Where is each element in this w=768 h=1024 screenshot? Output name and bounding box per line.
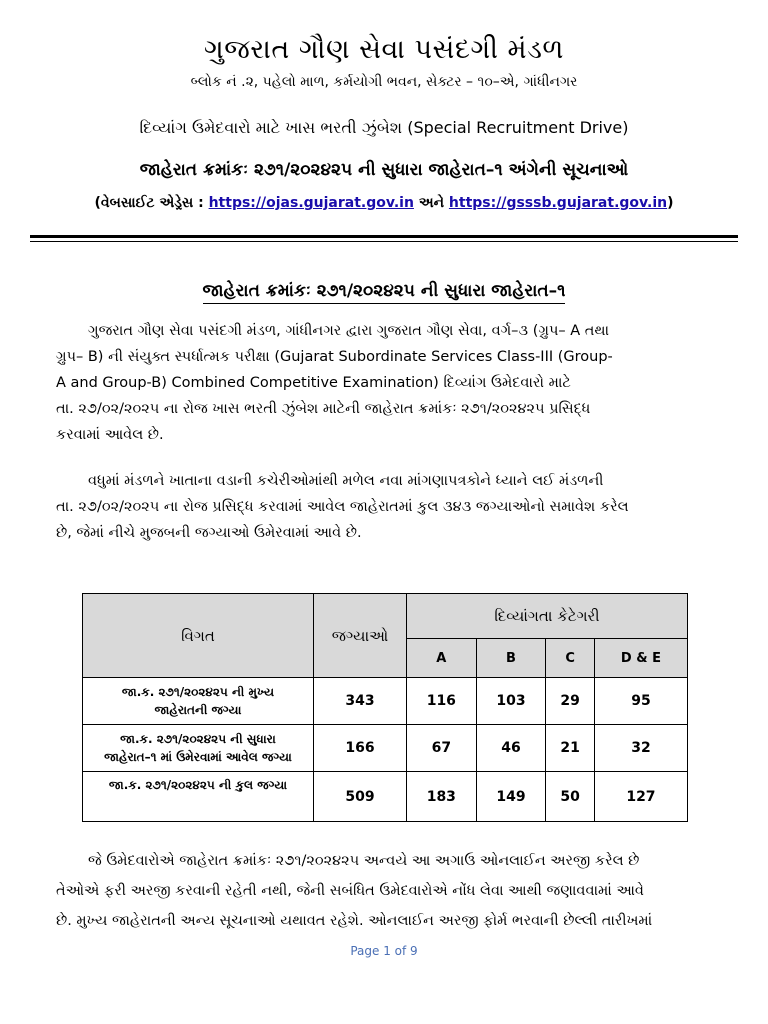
row-label-line: જા.ક. ૨૭૧/૨૦૨૪૨૫ ની મુખ્ય bbox=[121, 685, 275, 699]
paragraph-line: તા. ૨૭/૦૨/૨૦૨૫ ના રોજ ખાસ ભરતી ઝુંબેશ માટેની જાહેરાત ક્રમાંકઃ ૨૭૧/૨૦૨૪૨૫ પ્રસિદ્ધ bbox=[56, 401, 591, 417]
paragraph-line: વધુમાં મંડળને ખાતાના વડાની કચેરીઓમાંથી મળેલ નવા માંગણાપત્રકોને ધ્યાને લઈ મંડળની bbox=[88, 473, 604, 489]
paragraph-line: જે ઉમેદવારોએ જાહેરાત ક્રમાંકઃ ૨૭૧/૨૦૨૪૨૫ અન્વયે આ અગાઉ ઓનલાઈન અરજી કરેલ છે bbox=[88, 853, 640, 869]
header-divider-thick bbox=[30, 235, 738, 238]
header-cat-b: B bbox=[476, 639, 546, 678]
header-category: દિવ્યાંગતા કેટેગરી bbox=[407, 594, 688, 639]
cell-b: 46 bbox=[476, 725, 546, 772]
ojas-link[interactable]: https://ojas.gujarat.gov.in bbox=[208, 195, 414, 211]
cell-b: 149 bbox=[476, 772, 546, 822]
paragraph-line: તા. ૨૭/૦૨/૨૦૨૫ ના રોજ પ્રસિદ્ધ કરવામાં આવેલ જાહેરાતમાં કુલ ૩૪૩ જગ્યાઓનો સમાવેશ કરેલ bbox=[56, 499, 629, 515]
paragraph-line: ગુજરાત ગૌણ સેવા પસંદગી મંડળ, ગાંધીનગર દ્વારા ગુજરાત ગૌણ સેવા, વર્ગ–૩ (ગ્રુપ– A તથા bbox=[88, 323, 610, 339]
section-heading bbox=[0, 281, 768, 301]
cell-c: 29 bbox=[546, 678, 595, 725]
paragraph-applicants bbox=[56, 846, 701, 936]
paragraph-line: છે, જેમાં નીચે મુજબની જગ્યાઓ ઉમેરવામાં આવે છે. bbox=[56, 525, 362, 541]
office-address: બ્લોક નં .૨, પહેલો માળ, કર્મયોગી ભવન, સેક્ટર – ૧૦–એ, ગાંધીનગર bbox=[190, 74, 578, 90]
cell-b: 103 bbox=[476, 678, 546, 725]
cell-a: 67 bbox=[407, 725, 477, 772]
cell-posts: 343 bbox=[314, 678, 407, 725]
paragraph-line: A and Group-B) Combined Competitive Examination) દિવ્યાંગ ઉમેદવારો માટે bbox=[56, 375, 571, 391]
website-addresses bbox=[0, 195, 768, 211]
recruitment-drive-title: દિવ્યાંગ ઉમેદવારો માટે ખાસ ભરતી ઝુંબેશ (Special Recruitment Drive) bbox=[139, 118, 629, 137]
table-row bbox=[83, 725, 688, 772]
cell-posts: 166 bbox=[314, 725, 407, 772]
header-posts: જગ્યાઓ bbox=[314, 594, 407, 678]
header-detail: વિગત bbox=[83, 594, 314, 678]
paragraph-line: છે. મુખ્ય જાહેરાતની અન્ય સૂચનાઓ યથાવત રહેશે. ઓનલાઈન અરજી ફોર્મ ભરવાની છેલ્લી તારીખમાં bbox=[56, 913, 653, 929]
cell-posts: 509 bbox=[314, 772, 407, 822]
header-divider-thin bbox=[30, 241, 738, 242]
row-label bbox=[83, 772, 314, 822]
websites-prefix: (વેબસાઈટ એડ્રેસ : bbox=[94, 195, 209, 211]
cell-de: 127 bbox=[594, 772, 687, 822]
gsssb-link[interactable]: https://gsssb.gujarat.gov.in bbox=[448, 195, 668, 211]
paragraph-line: ગ્રુપ– B) ની સંયુક્ત સ્પર્ધાત્મક પરીક્ષા (Gujarat Subordinate Services Class-III (Group- bbox=[56, 349, 613, 365]
cell-a: 183 bbox=[407, 772, 477, 822]
cell-a: 116 bbox=[407, 678, 477, 725]
header-cat-a: A bbox=[407, 639, 477, 678]
row-label-line: જાહેરાતની જગ્યા bbox=[154, 703, 242, 717]
row-label-line: જા.ક. ૨૭૧/૨૦૨૪૨૫ ની કુલ જગ્યા bbox=[108, 778, 288, 792]
paragraph-intro bbox=[56, 318, 701, 448]
vacancy-table bbox=[82, 593, 688, 822]
websites-suffix: ) bbox=[667, 195, 674, 211]
cell-c: 21 bbox=[546, 725, 595, 772]
section-heading-text: જાહેરાત ક્રમાંકઃ ૨૭૧/૨૦૨૪૨૫ ની સુધારા જાહેરાત–૧ bbox=[203, 281, 566, 304]
row-label bbox=[83, 725, 314, 772]
page-number: Page 1 of 9 bbox=[350, 944, 418, 958]
cell-de: 95 bbox=[594, 678, 687, 725]
websites-mid: અને bbox=[413, 195, 449, 211]
header-cat-c: C bbox=[546, 639, 595, 678]
row-label-line: જાહેરાત–૧ માં ઉમેરવામાં આવેલ જગ્યા bbox=[104, 750, 292, 764]
document-title: ગુજરાત ગૌણ સેવા પસંદગી મંડળ bbox=[204, 34, 564, 65]
row-label bbox=[83, 678, 314, 725]
table-row bbox=[83, 772, 688, 822]
notice-title: જાહેરાત ક્રમાંકઃ ૨૭૧/૨૦૨૪૨૫ ની સુધારા જાહેરાત–૧ અંગેની સૂચનાઓ bbox=[139, 160, 629, 180]
paragraph-additional-posts bbox=[56, 468, 701, 546]
header-cat-de: D & E bbox=[594, 639, 687, 678]
cell-c: 50 bbox=[546, 772, 595, 822]
paragraph-line: કરવામાં આવેલ છે. bbox=[56, 427, 164, 443]
table-row bbox=[83, 678, 688, 725]
row-label-line: જા.ક. ૨૭૧/૨૦૨૪૨૫ ની સુધારા bbox=[120, 732, 276, 746]
paragraph-line: તેઓએ ફરી અરજી કરવાની રહેતી નથી, જેની સબંધિત ઉમેદવારોએ નોંધ લેવા આથી જણાવવામાં આવે bbox=[56, 883, 644, 899]
cell-de: 32 bbox=[594, 725, 687, 772]
